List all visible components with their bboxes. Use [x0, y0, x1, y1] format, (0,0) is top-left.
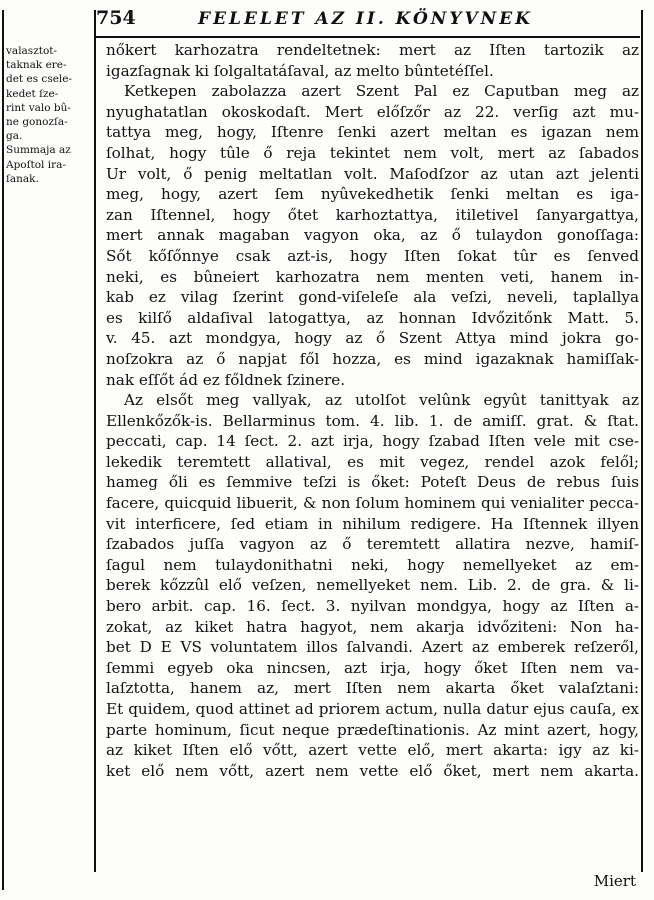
right-column-rule — [641, 10, 643, 872]
marginal-note-line: det es csele- — [6, 73, 73, 86]
text-line: kab ez vilag ſzerint gond-viſeleſe ala veſzi, neveli, taplallya — [106, 288, 639, 307]
text-line: facere, quicquid libuerit, & non ſolum hominem qui venialiter pecca- — [106, 494, 639, 513]
text-line: Ellenkőzők-is. Bellarminus tom. 4. lib. 1. de amiſſ. grat. & ſtat. — [106, 411, 639, 430]
marginal-note-line: Apoſtol ira- — [6, 158, 66, 171]
catchword: Miert — [593, 872, 636, 890]
text-line: Az elsőt meg vallyak, az utolſot velûnk egyût tanittyak az — [124, 391, 639, 410]
marginal-notes — [6, 44, 88, 186]
marginal-note-line: rint valo bû- — [6, 101, 71, 114]
text-line: vit interficere, ſed etiam in nihilum redigere. Ha Iſtennek illyen — [106, 514, 639, 533]
text-line: noſzokra az ő napjat fől hozza, es mind igazaknak hamiſſak- — [106, 349, 639, 368]
header-rule — [95, 36, 640, 38]
page-number: 754 — [96, 7, 136, 29]
text-line: parte hominum, ſicut neque prædeſtinationis. Az mint azert, hogy, — [106, 720, 639, 739]
outer-margin-rule — [2, 10, 4, 890]
marginal-note-line: kedet ſze- — [6, 87, 59, 100]
running-title: FELELET AZ II. KÖNYVNEK — [198, 9, 533, 29]
text-line: bet D E VS voluntatem illos ſalvandi. Azert az emberek reſzeről, — [106, 638, 639, 657]
text-line: ſzabados juſſa vagyon az ő teremtett allatira nezve, hamiſ- — [106, 535, 639, 554]
text-line: mert annak magaban vagyon oka, az ő tulaydon gonoſſaga: — [106, 226, 639, 245]
text-line: zokat, az kiket hatra hagyot, nem akarja idvőziteni: Non ha- — [106, 617, 639, 636]
text-line: nyughatatlan okoskodaſt. Mert előſzőr az 22. verſig azt mu- — [106, 102, 639, 121]
marginal-note-line: taknak ere- — [6, 59, 67, 72]
text-line: igazſagnak ki ſolgaltatáſaval, az melto bûntetéſſel. — [106, 61, 494, 80]
text-line: ſemmi egyeb oka nincsen, azt irja, hogy őket Iſten nem va- — [106, 658, 639, 677]
text-line: lekedik teremtett allatival, es mit vegez, rendel azok felől; — [106, 452, 639, 471]
text-line: neki, es bûneiert karhozatra nem menten veti, hanem in- — [106, 267, 639, 286]
text-line: bero arbit. cap. 16. ſect. 3. nyilvan mondgya, hogy az Iſten a- — [106, 597, 639, 616]
body-text — [106, 40, 639, 781]
marginal-note-line: Summaja az — [6, 144, 71, 157]
text-line: ſagul nem tulaydonithatni neki, hogy nemellyeket az em- — [106, 555, 639, 574]
text-line: ſolhat, hogy tûle ő reja tekintet nem volt, mert az ſabados — [106, 143, 639, 162]
text-line: nak eſſőt ád ez főldnek ſzinere. — [106, 370, 346, 389]
marginal-note-line: ſanak. — [6, 172, 39, 185]
text-line: zan Iſtennel, hogy őtet karhoztattya, itiletivel ſanyargattya, — [106, 205, 639, 224]
text-line: berek kőzzûl elő veſzen, nemellyeket nem. Lib. 2. de gra. & li- — [106, 576, 639, 595]
text-line: tattya meg, hogy, Iſtenre ſenki azert meltan es igazan nem — [106, 123, 639, 142]
text-line: az kiket Iſten elő vőtt, azert vette elő, mert akarta: igy az ki- — [106, 741, 639, 760]
text-line: Ur volt, ő penig meltatlan volt. Maſodſzor az utan azt jelenti — [106, 164, 639, 183]
left-column-rule — [94, 10, 96, 872]
text-line: hameg őli es ſemmive teſzi is őket: Poteſt Deus de rebus ſuis — [106, 473, 639, 492]
text-line: peccati, cap. 14 ſect. 2. azt irja, hogy ſzabad Iſten vele mit cse- — [106, 432, 639, 451]
marginal-note-line: ne gonozſa- — [6, 116, 68, 129]
text-line: v. 45. azt mondgya, hogy az ő Szent Attya mind jokra go- — [106, 329, 639, 348]
text-line: ket elő nem vőtt, azert nem vette elő őket, mert nem akarta. — [106, 761, 639, 780]
text-line: Et quidem, quod attinet ad priorem actum, nulla datur ejus cauſa, ex — [106, 700, 639, 718]
marginal-note-line: valasztot- — [6, 45, 58, 57]
text-line: laſztotta, hanem az, mert Iſten nem akarta őket valaſztani: — [106, 679, 639, 698]
text-line: nőkert karhozatra rendeltetnek: mert az Iſten tartozik az — [106, 41, 639, 59]
text-line: meg, hogy, azert ſem nyûvekedhetik ſenki meltan es iga- — [106, 185, 639, 204]
marginal-note-line: ga. — [6, 130, 23, 143]
text-line: es kilſő aldaſival latogattya, az honnan Idvőzitőnk Matt. 5. — [106, 308, 639, 327]
page-header — [90, 4, 646, 30]
text-line: Ketkepen zabolazza azert Szent Pal ez Caputban meg az — [124, 82, 639, 101]
text-line: Sőt kőſőnnye csak azt-is, hogy Iſten ſokat tûr es ſenved — [106, 246, 639, 265]
